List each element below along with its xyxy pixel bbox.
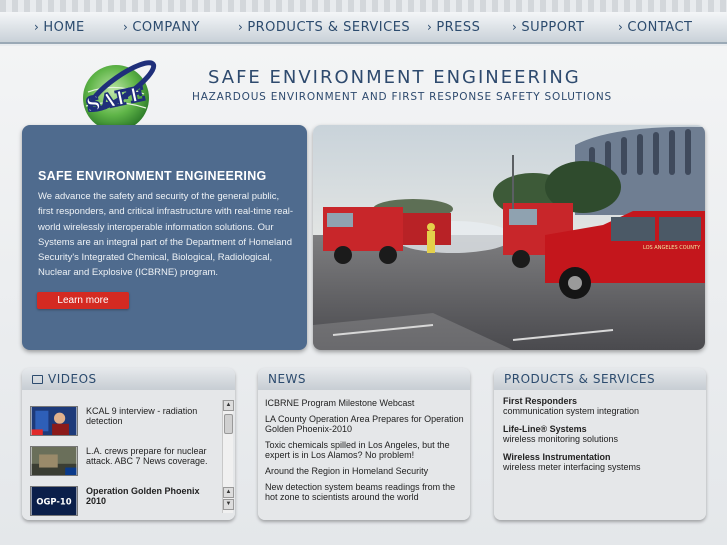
news-item[interactable]: LA County Operation Area Prepares for Operation Golden Phoenix-2010 xyxy=(265,414,464,434)
chevron-right-icon: › xyxy=(618,20,624,34)
hero-photo-fire-trucks xyxy=(313,125,705,350)
truck-door-text: LOS ANGELES COUNTY xyxy=(643,245,701,251)
news-list xyxy=(258,390,470,520)
top-decorative-strip xyxy=(0,0,727,12)
site-title: SAFE ENVIRONMENT ENGINEERING xyxy=(208,67,581,88)
chevron-right-icon: › xyxy=(512,20,518,34)
product-title: First Responders xyxy=(503,396,578,406)
video-item-la-crews[interactable] xyxy=(30,446,216,476)
nav-company[interactable]: › COMPANY xyxy=(123,20,200,35)
products-header: PRODUCTS & SERVICES xyxy=(494,368,706,390)
video-title: KCAL 9 interview - radiation detection xyxy=(86,406,198,426)
safe-logo[interactable] xyxy=(78,52,160,134)
product-wireless-instrumentation[interactable] xyxy=(503,452,700,472)
site-tagline: HAZARDOUS ENVIRONMENT AND FIRST RESPONSE SAFETY SOLUTIONS xyxy=(192,91,612,103)
product-first-responders[interactable] xyxy=(503,396,700,416)
tv-icon xyxy=(32,375,43,384)
video-thumbnail xyxy=(30,406,78,436)
news-header: NEWS xyxy=(258,368,470,390)
video-title: Operation Golden Phoenix 2010 xyxy=(86,486,200,506)
news-panel xyxy=(258,368,470,520)
hero-description: We advance the safety and security of the general public, first responders, and critical infrastructure with real-time real-world wirelessly interoperable information solutions. Our Systems are an integral part of the Department of Homeland Security's Integrated Chemical, Biological, Radiological, Nuclear and Explosive (ICBRNE) program. xyxy=(38,191,294,279)
learn-more-button[interactable]: Learn more xyxy=(37,292,129,309)
products-panel xyxy=(494,368,706,520)
scroll-up-icon[interactable]: ▲ xyxy=(223,400,234,411)
chevron-right-icon: › xyxy=(427,20,433,34)
scroll-down-icon[interactable]: ▼ xyxy=(223,499,234,510)
scrollbar-thumb[interactable] xyxy=(224,414,233,434)
video-title: L.A. crews prepare for nuclear attack. ABC 7 News coverage. xyxy=(86,446,208,466)
product-title: Wireless Instrumentation xyxy=(503,452,611,462)
news-item[interactable]: Toxic chemicals spilled in Los Angeles, but the expert is in Los Alamos? No problem! xyxy=(265,440,450,460)
videos-scrollbar[interactable] xyxy=(222,400,233,513)
videos-header: VIDEOS xyxy=(22,368,235,390)
chevron-right-icon: › xyxy=(123,20,129,34)
hero-intro-card xyxy=(22,125,307,350)
nav-products-services[interactable]: › PRODUCTS & SERVICES xyxy=(238,20,411,35)
nav-home[interactable]: › HOME xyxy=(34,20,85,35)
svg-text:OGP-10: OGP-10 xyxy=(36,496,72,507)
product-title: Life-Line® Systems xyxy=(503,424,587,434)
product-description: communication system integration xyxy=(503,406,640,416)
product-life-line[interactable] xyxy=(503,424,700,444)
nav-contact[interactable]: › CONTACT xyxy=(618,20,693,35)
videos-panel xyxy=(22,368,235,520)
nav-press[interactable]: › PRESS xyxy=(427,20,481,35)
products-list xyxy=(494,390,706,520)
video-thumbnail xyxy=(30,486,78,516)
news-item[interactable]: New detection system beams readings from the hot zone to scientists around the world xyxy=(265,482,456,502)
chevron-right-icon: › xyxy=(34,20,40,34)
video-item-kcal9[interactable] xyxy=(30,406,216,436)
product-description: wireless monitoring solutions xyxy=(503,434,619,444)
video-item-golden-phoenix[interactable] xyxy=(30,486,216,516)
hero-title: SAFE ENVIRONMENT ENGINEERING xyxy=(38,169,267,183)
chevron-right-icon: › xyxy=(238,20,244,34)
video-thumbnail xyxy=(30,446,78,476)
news-item[interactable]: ICBRNE Program Milestone Webcast xyxy=(265,398,415,408)
product-description: wireless meter interfacing systems xyxy=(503,462,641,472)
main-navigation xyxy=(0,12,727,44)
news-item[interactable]: Around the Region in Homeland Security xyxy=(265,466,429,476)
nav-support[interactable]: › SUPPORT xyxy=(512,20,585,35)
logo-text: SAFE xyxy=(83,81,147,117)
scroll-up-icon[interactable]: ▲ xyxy=(223,487,234,498)
videos-list xyxy=(22,390,235,520)
